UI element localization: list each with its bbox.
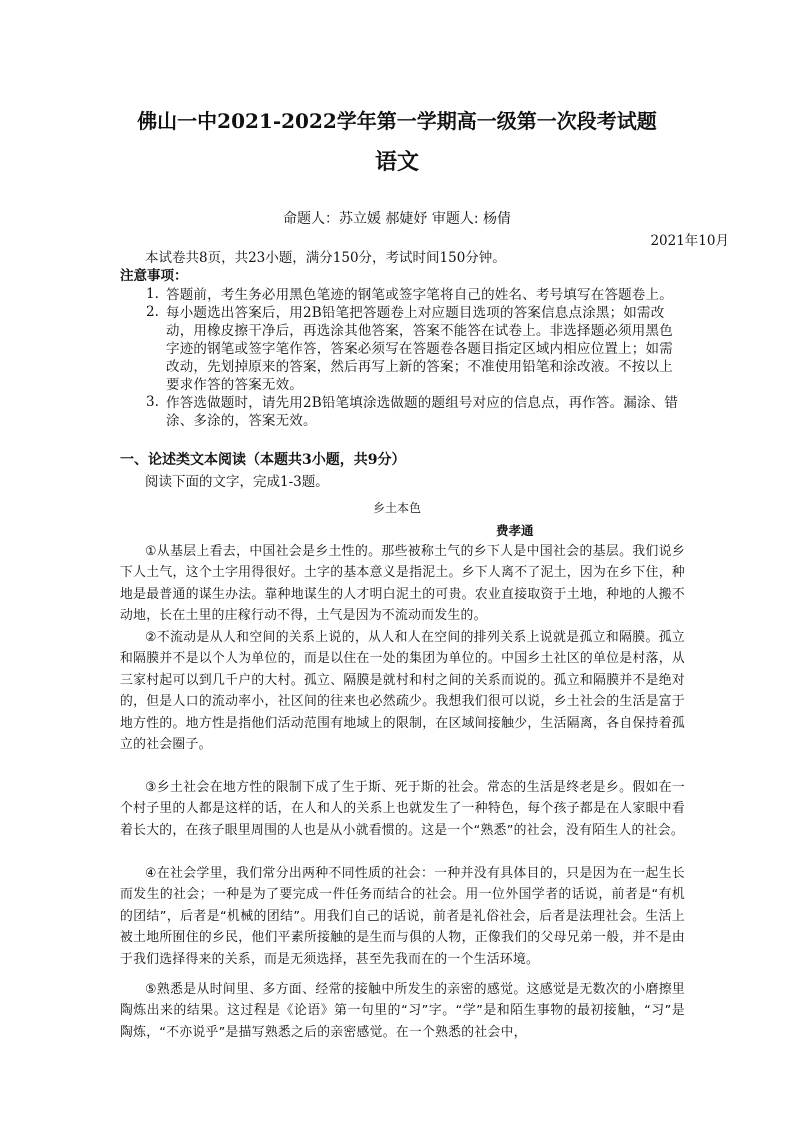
note-item: 每小题选出答案后，用2B铅笔把答题卷上对应题目选项的答案信息点涂黑；如需改动，用橡皮擦干净后，再选涂其他答案，答案不能答在试卷上。非选择题必须用黑色字迹的钢笔或签字笔作答，答案必须写在答题卷各题目指定区域内相应位置上；如需改动，先划掉原来的答案，然后再写上新的答案；不准使用铅笔和涂改液。不按以上要求作答的答案无效。 — [166, 305, 673, 393]
section-heading: 一、论述类文本阅读（本题共3小题，共9分） — [120, 452, 406, 468]
note-number: 2. — [146, 304, 159, 320]
essay-paragraph: ⑤熟悉是从时间里、多方面、经常的接触中所发生的亲密的感觉。这感觉是无数次的小磨擦里陶炼出来的结果。这过程是《论语》第一句里的“习”字。“学”是和陌生事物的最初接触，“习”是陶炼，“不亦说乎”是描写熟悉之后的亲密感觉。在一个熟悉的社会中， — [120, 982, 685, 1040]
notes-heading: 注意事项： — [120, 268, 188, 284]
exam-instructions: 本试卷共8页，共23小题，满分150分，考试时间150分钟。 — [145, 250, 506, 266]
note-item: 作答选做题时，请先用2B铅笔填涂选做题的题组号对应的信息点，再作答。漏涂、错涂、多涂的，答案无效。 — [166, 395, 679, 429]
essay-paragraph: ①从基层上看去，中国社会是乡土性的。那些被称土气的乡下人是中国社会的基层。我们说乡下人土气，这个土字用得很好。土字的基本意义是指泥土。乡下人离不了泥土，因为在乡下住，种地是最普通的谋生办法。靠种地谋生的人才明白泥土的可贵。农业直接取资于土地，种地的人搬不动地，长在土里的庄稼行动不得，土气是因为不流动而发生的。 — [120, 544, 685, 624]
essay-paragraph: ③乡土社会在地方性的限制下成了生于斯、死于斯的社会。常态的生活是终老是乡。假如在一个村子里的人都是这样的话，在人和人的关系上也就发生了一种特色，每个孩子都是在人家眼中看着长大的，在孩子眼里周围的人也是从小就看惯的。这是一个“熟悉”的社会，没有陌生人的社会。 — [120, 780, 685, 838]
note-number: 1. — [146, 286, 159, 302]
section-instruction: 阅读下面的文字，完成1-3题。 — [145, 474, 329, 490]
essay-paragraph: ④在社会学里，我们常分出两种不同性质的社会：一种并没有具体目的，只是因为在一起生长而发生的社会；一种是为了要完成一件任务而结合的社会。用一位外国学者的话说，前者是“有机的团结”，后者是“机械的团结”。用我们自己的话说，前者是礼俗社会，后者是法理社会。生活上被土地所囿住的乡民，他们平素所接触的是生而与俱的人物，正像我们的父母兄弟一般，并不是由于我们选择得来的关系，而是无须选择，甚至先我而在的一个生活环境。 — [120, 866, 685, 967]
essay-title: 乡土本色 — [372, 501, 421, 515]
exam-title: 佛山一中2021-2022学年第一学期高一级第一次段考试题 — [137, 109, 657, 133]
setters-line: 命题人：苏立媛 郝婕妤 审题人: 杨倩 — [282, 211, 512, 227]
exam-date: 2021年10月 — [650, 233, 729, 249]
essay-author: 费孝通 — [496, 523, 534, 538]
note-item: 答题前，考生务必用黑色笔迹的钢笔或签字笔将自己的姓名、考号填写在答题卷上。 — [166, 287, 673, 303]
note-number: 3. — [146, 394, 159, 410]
subject-title: 语文 — [374, 149, 419, 175]
essay-paragraph: ②不流动是从人和空间的关系上说的，从人和人在空间的排列关系上说就是孤立和隔膜。孤立和隔膜并不是以个人为单位的，而是以住在一处的集团为单位的。中国乡土社区的单位是村落，从三家村起可以到几千户的大村。孤立、隔膜是就村和村之间的关系而说的。孤立和隔膜并不是绝对的，但是人口的流动率小，社区间的往来也必然疏少。我想我们很可以说，乡土社会的生活是富于地方性的。地方性是指他们活动范围有地域上的限制，在区域间接触少，生活隔离，各自保持着孤立的社会圈子。 — [120, 630, 685, 753]
